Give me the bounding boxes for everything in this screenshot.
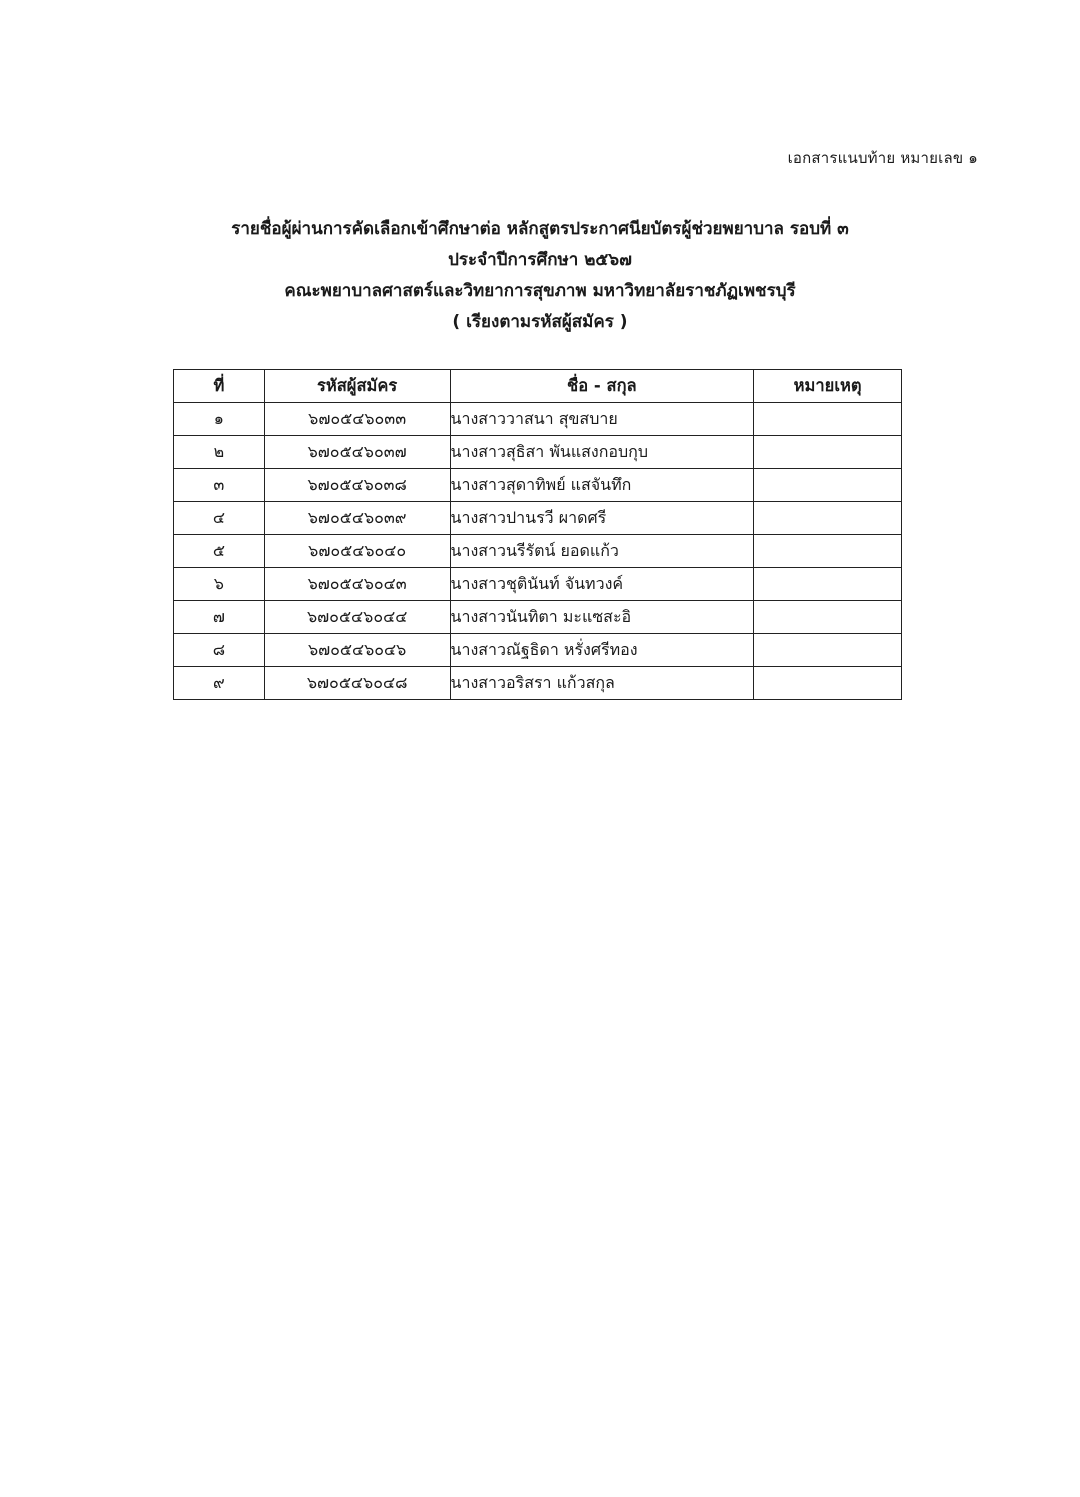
remark [754, 436, 902, 469]
row-number: ๓ [174, 469, 265, 502]
row-number: ๙ [174, 667, 265, 700]
table-row [174, 601, 902, 634]
table-row [174, 436, 902, 469]
row-number: ๒ [174, 436, 265, 469]
applicant-name: นางสาวณัฐธิดา หรั่งศรีทอง [450, 634, 754, 667]
remark [754, 601, 902, 634]
table-row [174, 667, 902, 700]
table-row [174, 469, 902, 502]
column-header-no: ที่ [174, 370, 265, 403]
applicant-id: ๖๗๐๕๔๖๐๔๐ [264, 535, 450, 568]
remark [754, 403, 902, 436]
heading-title: รายชื่อผู้ผ่านการคัดเลือกเข้าศึกษาต่อ หลักสูตรประกาศนียบัตรผู้ช่วยพยาบาล รอบที่ ๓ [231, 219, 849, 239]
applicant-id: ๖๗๐๕๔๖๐๓๙ [264, 502, 450, 535]
applicant-id: ๖๗๐๕๔๖๐๓๘ [264, 469, 450, 502]
applicant-id: ๖๗๐๕๔๖๐๓๓ [264, 403, 450, 436]
row-number: ๗ [174, 601, 265, 634]
applicant-name: นางสาวสุธิสา พันแสงกอบกุบ [450, 436, 754, 469]
column-header-name: ชื่อ - สกุล [450, 370, 754, 403]
row-number: ๔ [174, 502, 265, 535]
row-number: ๕ [174, 535, 265, 568]
heading-sort-note: ( เรียงตามรหัสผู้สมัคร ) [452, 312, 628, 332]
remark [754, 502, 902, 535]
table-header-row [174, 370, 902, 403]
table-row [174, 634, 902, 667]
remark [754, 535, 902, 568]
applicant-id: ๖๗๐๕๔๖๐๔๔ [264, 601, 450, 634]
table-row [174, 502, 902, 535]
remark [754, 568, 902, 601]
document-reference: เอกสารแนบท้าย หมายเลข ๑ [787, 149, 978, 167]
applicant-id: ๖๗๐๕๔๖๐๔๖ [264, 634, 450, 667]
applicant-name: นางสาวชุตินันท์ จันทวงค์ [450, 568, 754, 601]
applicant-name: นางสาววาสนา สุขสบาย [450, 403, 754, 436]
applicant-id: ๖๗๐๕๔๖๐๔๓ [264, 568, 450, 601]
applicant-id: ๖๗๐๕๔๖๐๓๗ [264, 436, 450, 469]
heading-academic-year: ประจำปีการศึกษา ๒๕๖๗ [448, 250, 632, 270]
row-number: ๘ [174, 634, 265, 667]
applicant-name: นางสาวนรีรัตน์ ยอดแก้ว [450, 535, 754, 568]
applicant-name: นางสาวปานรวี ผาดศรี [450, 502, 754, 535]
column-header-remark: หมายเหตุ [754, 370, 902, 403]
applicant-name: นางสาวนันทิตา มะแซสะอิ [450, 601, 754, 634]
heading-faculty: คณะพยาบาลศาสตร์และวิทยาการสุขภาพ มหาวิทยาลัยราชภัฏเพชรบุรี [284, 281, 796, 301]
table-row [174, 568, 902, 601]
remark [754, 667, 902, 700]
remark [754, 634, 902, 667]
table-row [174, 535, 902, 568]
applicant-id: ๖๗๐๕๔๖๐๔๘ [264, 667, 450, 700]
column-header-applicant-id: รหัสผู้สมัคร [264, 370, 450, 403]
row-number: ๑ [174, 403, 265, 436]
applicant-name: นางสาวอริสรา แก้วสกุล [450, 667, 754, 700]
table-row [174, 403, 902, 436]
remark [754, 469, 902, 502]
results-table [173, 369, 902, 700]
row-number: ๖ [174, 568, 265, 601]
applicant-name: นางสาวสุดาทิพย์ แสจันทึก [450, 469, 754, 502]
document-heading [0, 214, 1080, 338]
